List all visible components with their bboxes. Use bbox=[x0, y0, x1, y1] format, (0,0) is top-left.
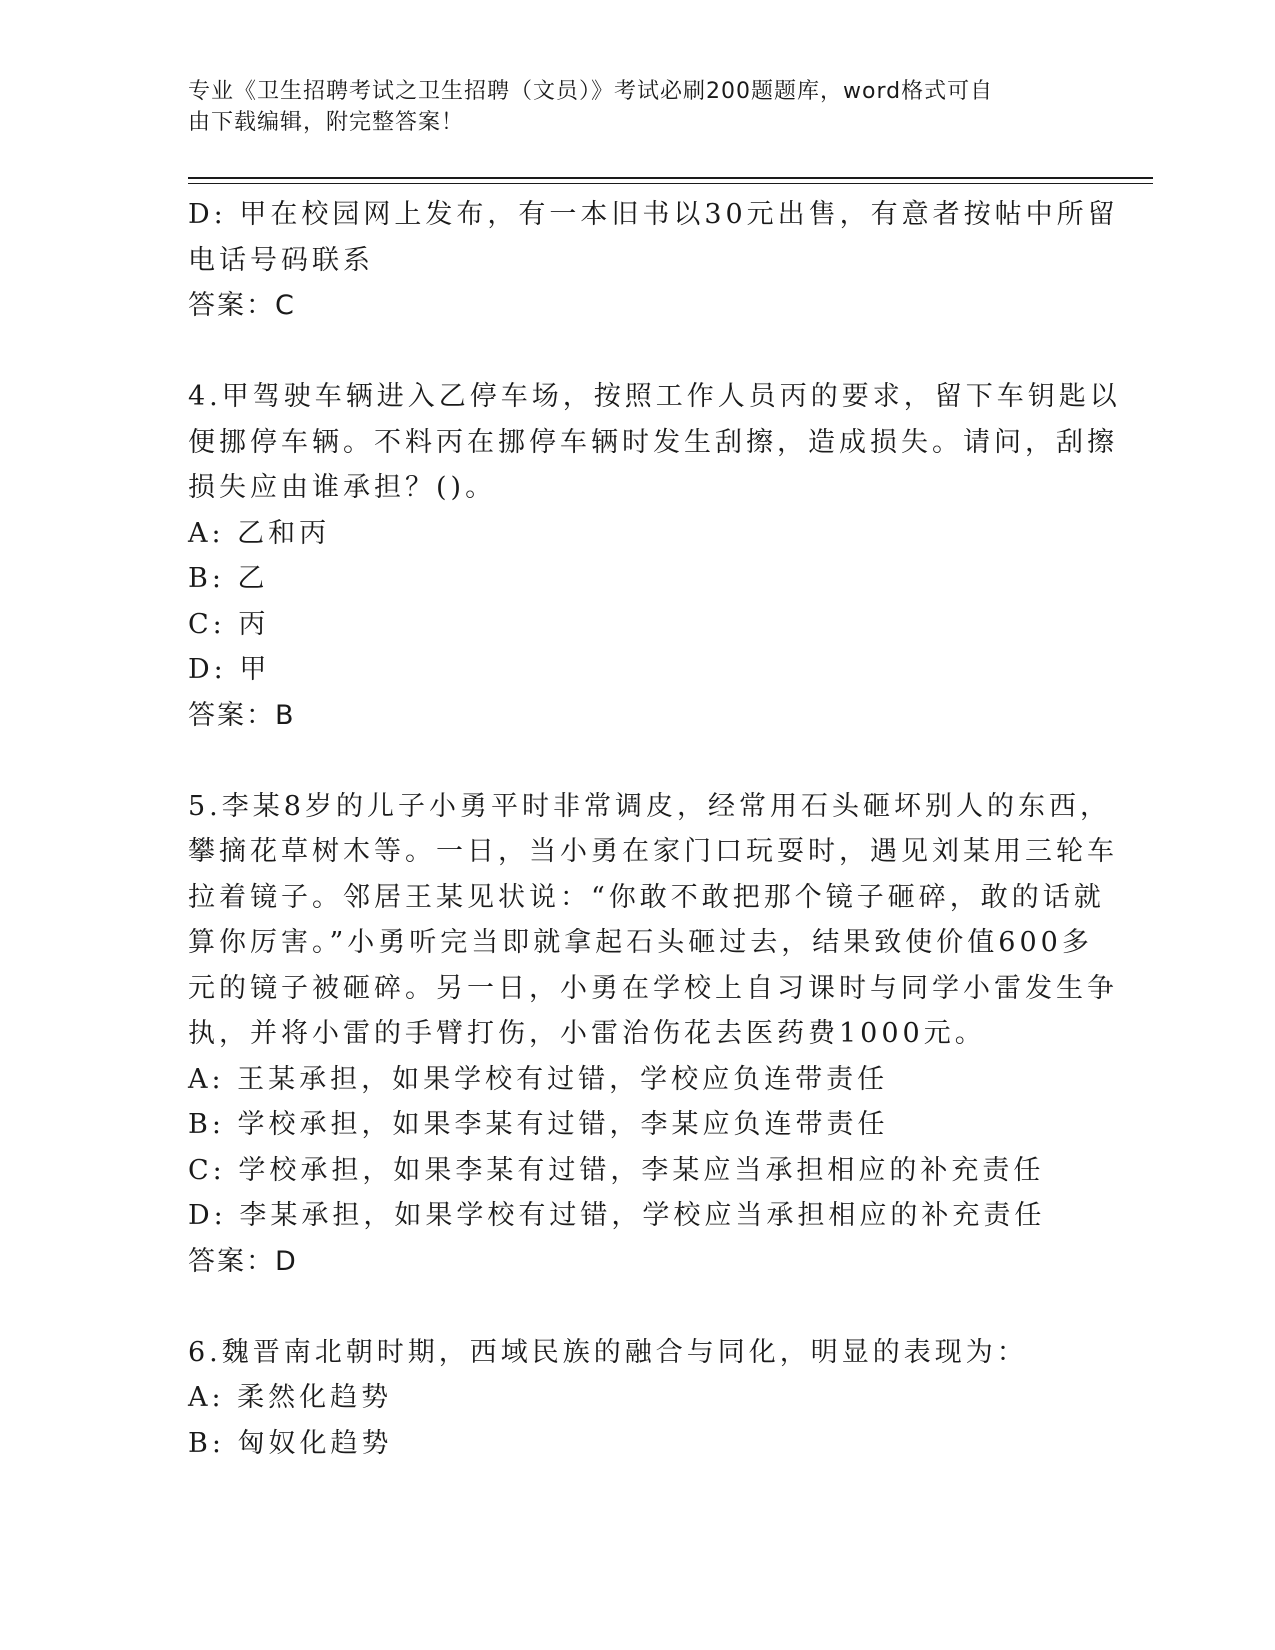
option-a: A: 柔然化趋势 bbox=[188, 1382, 393, 1413]
header-line-1: 专业《卫生招聘考试之卫生招聘（文员）》考试必刷200题题库，word格式可自 bbox=[188, 79, 994, 104]
question-stem-line-3: 损失应由谁承担？()。 bbox=[188, 472, 497, 503]
option-a: A: 王某承担，如果学校有过错，学校应负连带责任 bbox=[188, 1063, 889, 1095]
question-6 bbox=[188, 1330, 1068, 1467]
option-b: B: 乙 bbox=[188, 563, 269, 594]
option-b: B: 学校承担，如果李某有过错，李某应负连带责任 bbox=[188, 1109, 889, 1140]
question-4 bbox=[188, 374, 1121, 738]
header-divider-thick bbox=[188, 177, 1153, 179]
option-d: D: 甲 bbox=[188, 654, 271, 685]
option-c: C: 丙 bbox=[188, 608, 270, 640]
answer-line: 答案：D bbox=[188, 1245, 298, 1277]
option-c: C: 学校承担，如果李某有过错，李某应当承担相应的补充责任 bbox=[188, 1154, 1045, 1186]
document-header bbox=[188, 76, 1068, 138]
question-stem-line-2: 攀摘花草树木等。一日，当小勇在家门口玩耍时，遇见刘某用三轮车 bbox=[188, 836, 1118, 867]
spacer bbox=[188, 1284, 1068, 1330]
question-stem-line-3: 拉着镜子。邻居王某见状说：“你敢不敢把那个镜子砸碎，敢的话就 bbox=[188, 881, 1105, 913]
option-d-line-1: D: 甲在校园网上发布，有一本旧书以30元出售，有意者按帖中所留 bbox=[188, 199, 1119, 230]
spacer bbox=[188, 738, 1068, 784]
answer-line: 答案：C bbox=[188, 290, 296, 321]
header-divider-thin bbox=[188, 183, 1153, 184]
option-a: A: 乙和丙 bbox=[188, 517, 331, 549]
document-body bbox=[188, 192, 1121, 1466]
question-stem-line-6: 执，并将小雷的手臂打伤，小雷治伤花去医药费1000元。 bbox=[188, 1018, 986, 1049]
header-line-2: 由下载编辑，附完整答案！ bbox=[188, 110, 465, 135]
question-stem-line-2: 便挪停车辆。不料丙在挪停车辆时发生刮擦，造成损失。请问，刮擦 bbox=[188, 426, 1118, 458]
spacer bbox=[188, 329, 1068, 375]
question-5 bbox=[188, 784, 1118, 1285]
question-stem-line-5: 元的镜子被砸碎。另一日，小勇在学校上自习课时与同学小雷发生争 bbox=[188, 972, 1118, 1004]
question-stem-line-4: 算你厉害。”小勇听完当即就拿起石头砸过去，结果致使价值600多 bbox=[188, 927, 1093, 958]
answer-line: 答案：B bbox=[188, 699, 296, 731]
option-d-line-2: 电话号码联系 bbox=[188, 244, 374, 276]
question-stem-line-1: 4.甲驾驶车辆进入乙停车场，按照工作人员丙的要求，留下车钥匙以 bbox=[188, 381, 1121, 412]
question-stem-line-1: 5.李某8岁的儿子小勇平时非常调皮，经常用石头砸坏别人的东西， bbox=[188, 790, 1111, 822]
option-d: D: 李某承担，如果学校有过错，学校应当承担相应的补充责任 bbox=[188, 1200, 1046, 1231]
option-b: B: 匈奴化趋势 bbox=[188, 1427, 393, 1459]
question-3-tail bbox=[188, 192, 1119, 329]
question-stem-line-1: 6.魏晋南北朝时期，西域民族的融合与同化，明显的表现为： bbox=[188, 1336, 1028, 1368]
